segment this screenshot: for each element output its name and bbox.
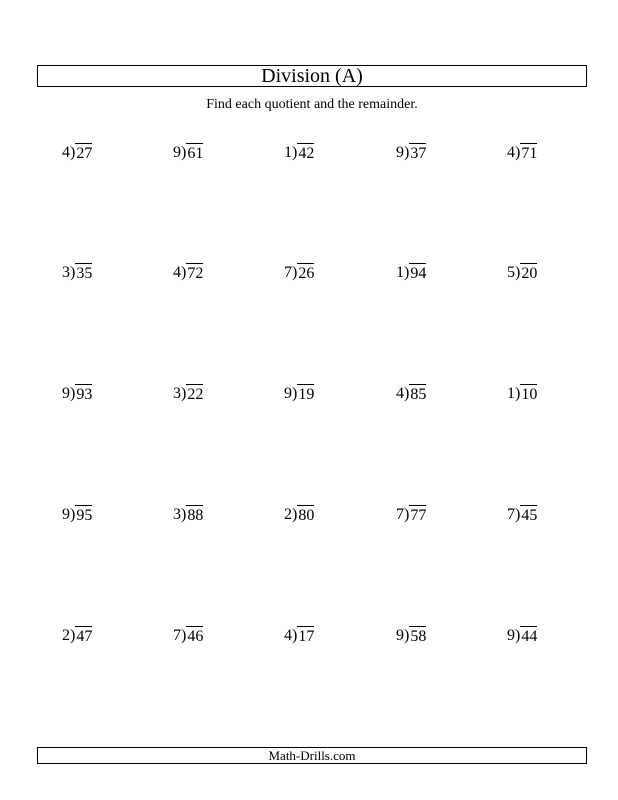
title-text: Division (A) — [261, 65, 363, 87]
divisor: 4 — [173, 264, 181, 281]
dividend: 44 — [521, 628, 538, 645]
division-bracket: ) — [292, 627, 298, 644]
division-bracket: ) — [181, 506, 187, 523]
division-bracket: ) — [404, 144, 410, 161]
division-problem — [284, 505, 314, 525]
divisor: 7 — [507, 506, 515, 523]
dividend: 37 — [410, 145, 427, 162]
divisor: 7 — [396, 506, 404, 523]
divisor: 1 — [284, 144, 292, 161]
division-problem — [62, 384, 92, 404]
divisor: 4 — [284, 627, 292, 644]
dividend: 17 — [298, 628, 315, 645]
dividend: 88 — [187, 507, 204, 524]
divisor: 2 — [284, 506, 292, 523]
divisor: 1 — [396, 264, 404, 281]
dividend: 71 — [521, 145, 538, 162]
dividend: 80 — [298, 507, 315, 524]
divisor: 1 — [507, 385, 515, 402]
dividend: 72 — [187, 265, 204, 282]
dividend: 27 — [76, 145, 93, 162]
division-bracket: ) — [70, 264, 76, 281]
division-problem — [173, 263, 203, 283]
dividend: 94 — [410, 265, 427, 282]
division-problem — [396, 505, 426, 525]
divisor: 9 — [396, 144, 404, 161]
division-problem — [396, 263, 426, 283]
division-bracket: ) — [404, 627, 410, 644]
division-bracket: ) — [404, 506, 410, 523]
division-bracket: ) — [515, 506, 521, 523]
division-problem — [507, 505, 537, 525]
dividend: 93 — [76, 386, 93, 403]
divisor: 9 — [62, 506, 70, 523]
division-problem — [173, 384, 203, 404]
dividend: 20 — [521, 265, 538, 282]
division-problem — [62, 626, 92, 646]
divisor: 9 — [507, 627, 515, 644]
division-problem — [284, 384, 314, 404]
division-problem — [284, 143, 314, 163]
dividend: 10 — [521, 386, 538, 403]
division-bracket: ) — [70, 506, 76, 523]
divisor: 4 — [507, 144, 515, 161]
dividend: 58 — [410, 628, 427, 645]
division-problem — [62, 505, 92, 525]
divisor: 9 — [284, 385, 292, 402]
division-bracket: ) — [181, 385, 187, 402]
division-problem — [284, 626, 314, 646]
division-problem — [396, 626, 426, 646]
footer — [37, 747, 587, 764]
dividend: 45 — [521, 507, 538, 524]
division-bracket: ) — [181, 264, 187, 281]
dividend: 26 — [298, 265, 315, 282]
division-bracket: ) — [292, 506, 298, 523]
footer-text: Math-Drills.com — [268, 748, 356, 763]
divisor: 9 — [396, 627, 404, 644]
division-bracket: ) — [70, 144, 76, 161]
dividend: 35 — [76, 265, 93, 282]
divisor: 5 — [507, 264, 515, 281]
division-bracket: ) — [515, 144, 521, 161]
divisor: 9 — [62, 385, 70, 402]
division-problem — [173, 505, 203, 525]
division-problem — [62, 143, 92, 163]
divisor: 4 — [62, 144, 70, 161]
dividend: 61 — [187, 145, 204, 162]
division-problem — [507, 263, 537, 283]
division-problem — [507, 626, 537, 646]
dividend: 95 — [76, 507, 93, 524]
division-problem — [284, 263, 314, 283]
divisor: 7 — [284, 264, 292, 281]
dividend: 19 — [298, 386, 315, 403]
dividend: 47 — [76, 628, 93, 645]
division-problem — [507, 384, 537, 404]
division-bracket: ) — [292, 264, 298, 281]
divisor: 3 — [62, 264, 70, 281]
division-bracket: ) — [515, 627, 521, 644]
worksheet-title — [37, 65, 587, 87]
division-bracket: ) — [515, 264, 521, 281]
division-bracket: ) — [70, 627, 76, 644]
dividend: 46 — [187, 628, 204, 645]
division-bracket: ) — [181, 627, 187, 644]
division-bracket: ) — [292, 144, 298, 161]
dividend: 77 — [410, 507, 427, 524]
division-problem — [62, 263, 92, 283]
dividend: 22 — [187, 386, 204, 403]
division-bracket: ) — [515, 385, 521, 402]
division-bracket: ) — [404, 385, 410, 402]
divisor: 4 — [396, 385, 404, 402]
divisor: 7 — [173, 627, 181, 644]
division-bracket: ) — [70, 385, 76, 402]
divisor: 2 — [62, 627, 70, 644]
divisor: 3 — [173, 385, 181, 402]
division-problem — [507, 143, 537, 163]
division-bracket: ) — [404, 264, 410, 281]
divisor: 3 — [173, 506, 181, 523]
division-bracket: ) — [181, 144, 187, 161]
instructions: Find each quotient and the remainder. — [206, 97, 418, 112]
dividend: 85 — [410, 386, 427, 403]
divisor: 9 — [173, 144, 181, 161]
division-bracket: ) — [292, 385, 298, 402]
division-problem — [173, 143, 203, 163]
division-problem — [396, 384, 426, 404]
division-problem — [173, 626, 203, 646]
dividend: 42 — [298, 145, 315, 162]
division-problem — [396, 143, 426, 163]
